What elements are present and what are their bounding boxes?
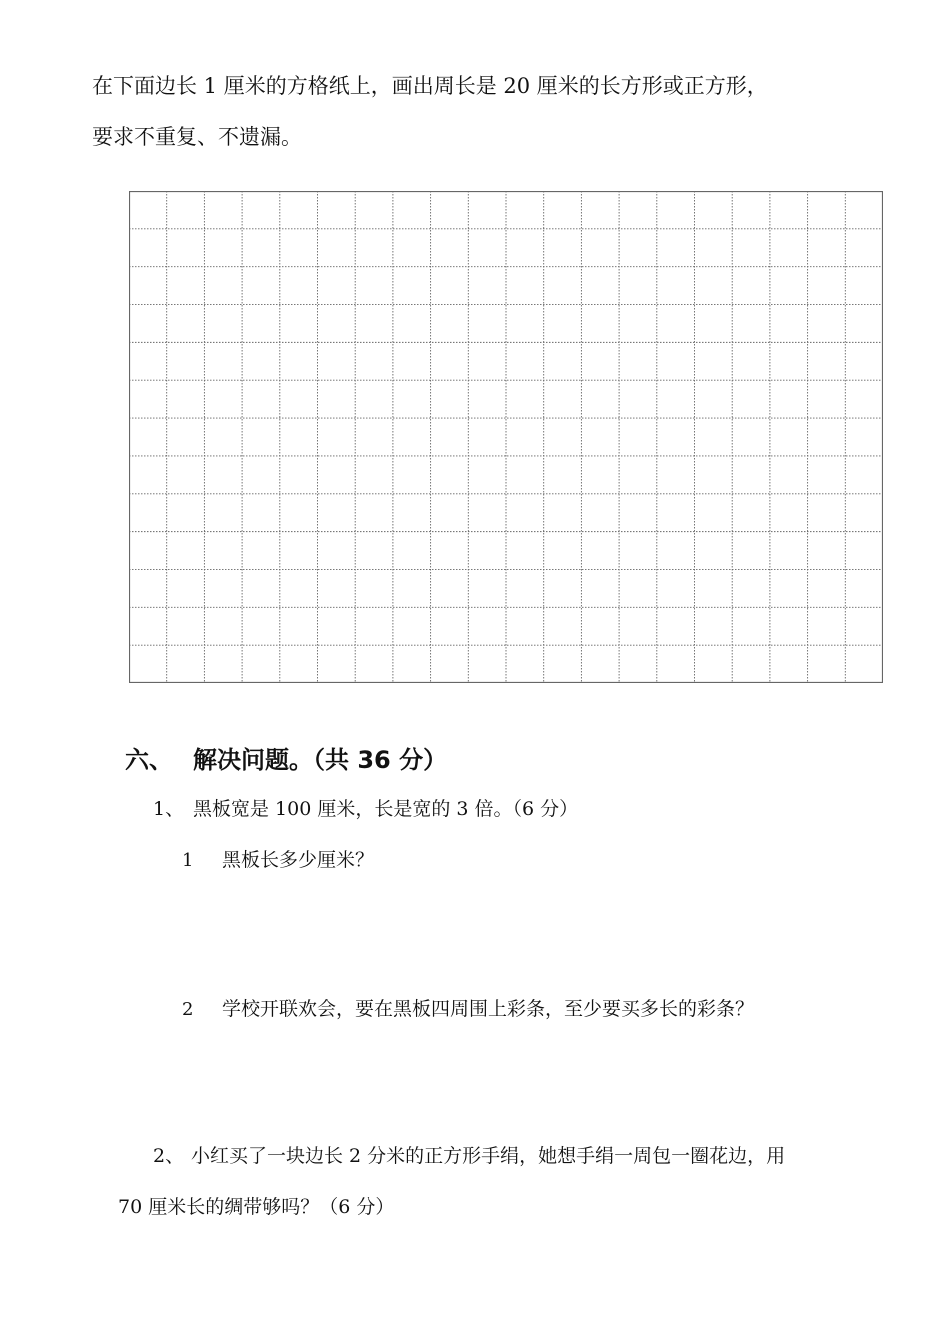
- question-2: [153, 1141, 785, 1168]
- sub-1-number: 1: [182, 850, 194, 871]
- grid-paper: [129, 191, 883, 683]
- sub-2-text: 学校开联欢会，要在黑板四周围上彩条，至少要买多长的彩条？: [222, 998, 755, 1020]
- question-2-number: 2、: [153, 1145, 185, 1167]
- sub-1-text: 黑板长多少厘米？: [222, 849, 375, 871]
- section-heading: [125, 740, 447, 775]
- intro-line-2: 要求不重复、不遗漏。: [92, 125, 302, 149]
- question-1-sub-2: [182, 994, 754, 1021]
- intro-line-1: 在下面边长 1 厘米的方格纸上，画出周长是 20 厘米的长方形或正方形，: [92, 74, 768, 98]
- question-1: [153, 794, 578, 821]
- question-1-text: 黑板宽是 100 厘米，长是宽的 3 倍。（6 分）: [193, 798, 579, 820]
- section-title: 解决问题。（共 36 分）: [193, 746, 448, 774]
- question-1-number: 1、: [153, 798, 185, 820]
- sub-2-number: 2: [182, 999, 194, 1020]
- section-number: 六、: [125, 746, 173, 774]
- question-2-continuation: 70 厘米长的绸带够吗？（6 分）: [118, 1196, 395, 1218]
- question-1-sub-1: [182, 845, 374, 872]
- question-2-text: 小红买了一块边长 2 分米的正方形手绢，她想手绢一周包一圈花边，用: [191, 1145, 786, 1167]
